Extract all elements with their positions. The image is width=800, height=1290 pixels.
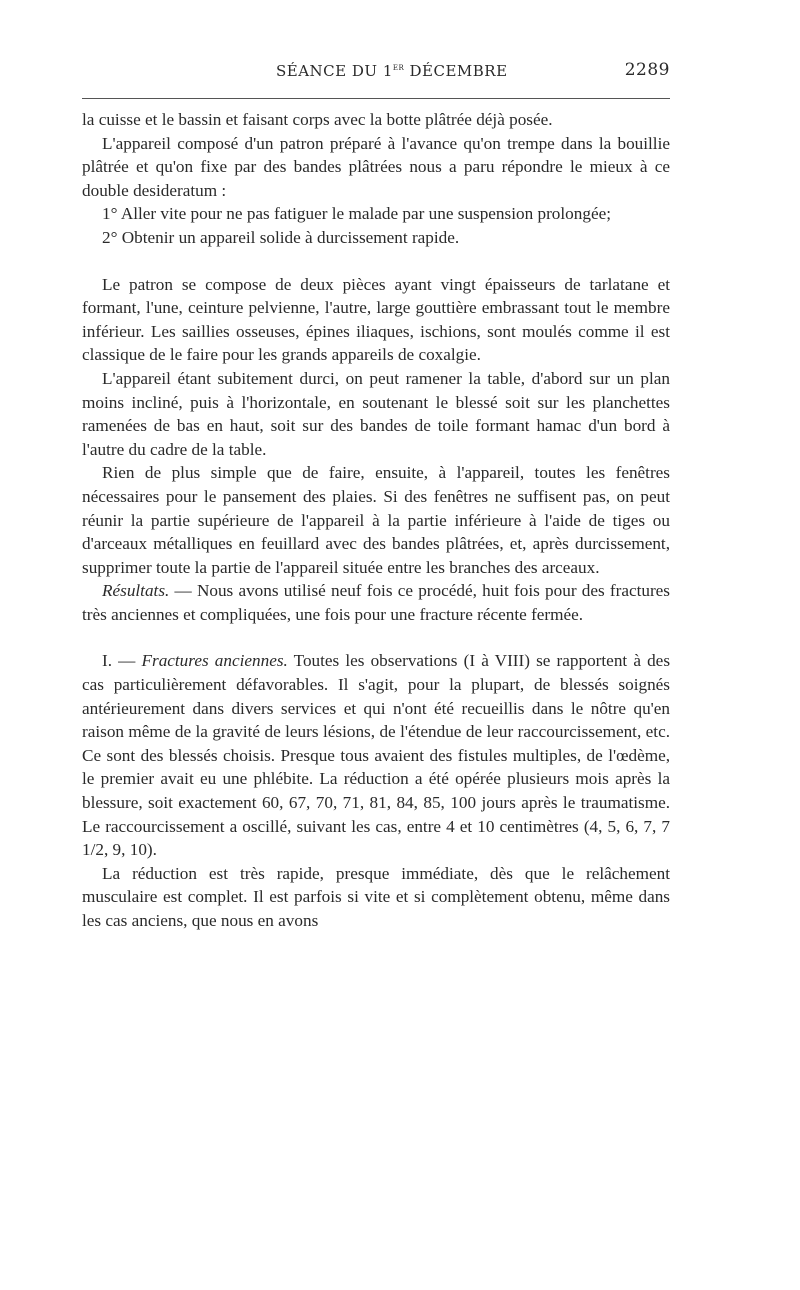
paragraph-4: L'appareil étant subitement durci, on peut ramener la table, d'abord sur un plan moins incliné, puis à l'horizontale, en soutenant le blessé soit sur les planchettes ramenées de bas en haut, soit sur des bandes de toile formant hamac d'un bord à l'autre du cadre de la table. bbox=[82, 368, 670, 459]
body-text bbox=[82, 108, 670, 933]
paragraph-old-fractures: I. — Fractures anciennes. Toutes les observations (I à VIII) se rapportent à des cas particulièrement défavorables. Il s'agit, pour la plupart, de blessés soignés antérieurement dans divers services et qui n'ont été recueillis dans le nôtre qu'en raison même de la gravité de leurs lésions, de l'étendue de leur raccourcissement, etc. Ce sont des blessés choisis. Presque tous avaient des fistules multiples, de l'œdème, le premier avait eu une phlébite. La réduction a été opérée plusieurs mois après la blessure, soit exactement 60, 67, 70, 71, 81, 84, 85, 100 jours après le traumatisme. Le raccourcissement a oscillé, suivant les cas, entre 4 et 10 centimètres (4, 5, 6, 7, 7 1/2, 9, 10). bbox=[82, 651, 671, 860]
paragraph-reduction: La réduction est très rapide, presque immédiate, dès que le relâchement musculaire est complet. Il est parfois si vite et si complètement obtenu, même dans les cas anciens, que nous en avons bbox=[82, 863, 670, 930]
results-label: Résultats. bbox=[102, 581, 170, 601]
paragraph-3: Le patron se compose de deux pièces ayant vingt épaisseurs de tarlatane et formant, l'une, ceinture pelvienne, l'autre, large gouttière embrassant tout le membre inférieur. Les saillies osseuses, épines iliaques, ischions, sont moulés comme il est classique de le faire pour les grands appareils de coxalgie. bbox=[82, 274, 670, 365]
page-number: 2289 bbox=[624, 60, 670, 80]
paragraph-results: Résultats. — Nous avons utilisé neuf fois ce procédé, huit fois pour des fractures très anciennes et compliquées, une fois pour une fracture récente fermée. bbox=[82, 581, 670, 624]
list-item-2: 2° Obtenir un appareil solide à durcissement rapide. bbox=[102, 227, 460, 247]
running-title: SÉANCE DU 1er DÉCEMBRE bbox=[276, 62, 508, 80]
paragraph-5: Rien de plus simple que de faire, ensuite, à l'appareil, toutes les fenêtres nécessaires pour le pansement des plaies. Si des fenêtres ne suffisent pas, on peut réunir la partie supérieure de l'appareil à la partie inférieure à l'aide de tiges ou d'arceaux métalliques en feuillard avec des bandes plâtrées, et, après durcissement, supprimer toute la partie de l'appareil située entre les branches des arceaux. bbox=[82, 463, 670, 577]
running-header bbox=[82, 58, 670, 86]
paragraph-1: la cuisse et le bassin et faisant corps avec la botte plâtrée déjà posée. bbox=[82, 110, 553, 129]
old-fractures-label: Fractures anciennes. bbox=[141, 651, 288, 671]
ordinal-superscript: er bbox=[392, 62, 405, 73]
list-item-1: 1° Aller vite pour ne pas fatiguer le malade par une suspension prolongée; bbox=[102, 204, 611, 224]
paragraph-2: L'appareil composé d'un patron préparé à l'avance qu'on trempe dans la bouillie plâtrée et qu'on fixe par des bandes plâtrées nous a paru répondre le mieux à ce double desideratum : bbox=[82, 133, 670, 200]
header-rule bbox=[82, 98, 670, 99]
